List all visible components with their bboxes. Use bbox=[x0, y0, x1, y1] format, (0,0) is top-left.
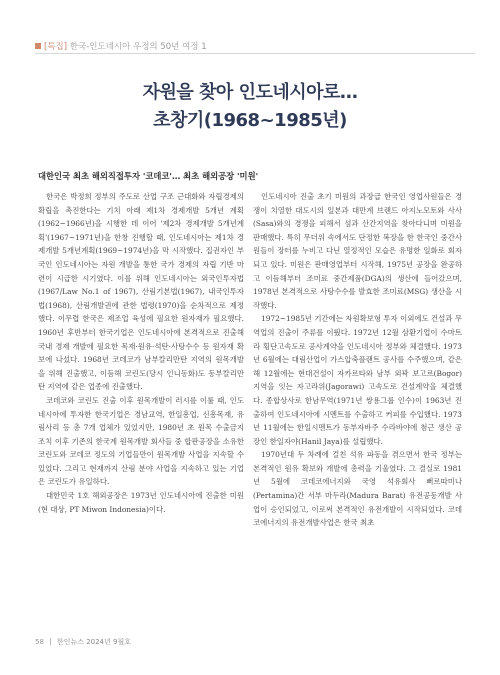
article-title bbox=[0, 82, 500, 132]
section-header bbox=[35, 40, 207, 52]
article-subhead: 대한인국 최초 해외직접투자 '코데코'… 최초 해외공장 '미원' bbox=[38, 171, 259, 181]
footer-divider bbox=[50, 638, 51, 645]
section-tag: [특집] bbox=[44, 42, 68, 52]
article-title-line2: 초창기(1968~1985년) bbox=[153, 110, 347, 131]
left-column bbox=[38, 190, 244, 516]
paragraph: 인도네시아 진출 초기 미원의 과장급 한국인 영업사원들은 경쟁이 치열한 대도시의 일본과 대만계 브랜드 아지노모토와 사사(Sasa)와의 경쟁을 피해서 섬과 산간지역을 찾아다니며 미원을 판매했다. 특히 무더위 속에서도 단정한 복장을 한 한국인 중간사원들이 장터를 누비고 다닌 열정적인 모습은 유명한 일화로 회자되고 있다. 미원은 판매영업부터 시작해, 1975년 공장을 완공하고 이듬해부터 조미료 중간제품(DGA)의 생산에 들어갔으며, 1978년 본격적으로 사탕수수를 발효한 조미료(MSG) 생산을 시작했다. bbox=[253, 192, 462, 310]
section-marker-icon bbox=[35, 43, 41, 49]
page-number: 58 bbox=[35, 638, 44, 646]
paragraph: 1972~1985년 기간에는 자원확보형 투자 이외에도 건설과 무역업의 진출이 주류를 이뤘다. 1972년 12월 삼환기업이 수마트라 횡단고속도로 공사계약을 인도네시아 정부와 체결했다. 1973년 6월에는 대림산업이 가스압축플랜트 공사를 수주했으며, 같은 해 12월에는 현대건설이 자카르타와 남부 외곽 보고르(Bogor) 지역을 잇는 자고라위(Jagorawi) 고속도로 건설계약을 체결했다. 종합상사로 한남무역(1971년 쌍용그룹 인수)이 1963년 진출하여 인도네시아에 시멘트를 수출하고 커피를 수입했다. 1973년 11월에는 한일시멘트가 동부자바주 수라바야에 첨근 생산 공장인 한일자야(Hanil Jaya)를 설립했다. bbox=[253, 314, 462, 446]
paragraph: 코데코와 코린도 진출 이후 원목개발이 러시를 이룰 때, 인도네시아에 투자한 한국기업은 경남교역, 한일흥업, 신흥목재, 유림사리 등 총 7개 업체가 있었지만, 1980년 초 원목 수출금지 조치 이후 기존의 한국계 원목개발 회사들 중 합판공장을 소유한 코린도와 코데코 정도의 기업들만이 원목개발 사업을 지속할 수 있었다. 그리고 현재까지 산림 분야 사업을 지속하고 있는 기업은 코린도가 유일하다. bbox=[38, 395, 244, 487]
page-footer bbox=[35, 637, 131, 647]
paragraph: 한국은 박정희 정부의 주도로 산업 구조 근대화와 자립경제의 확립을 촉진한다는 기치 아래 제1차 경제개발 5개년 계획(1962~1966년)을 시행한 데 이어 '제2차 경제개발 5개년계획'(1967~1971년)을 한창 진행할 때, 인도네시아는 제1차 경제개발 5개년계획(1969~1974년)을 막 시작했다. 집권자인 부국인 인도네시아는 자원 개발을 통한 국가 경제의 자립 기반 마련이 시급한 시기였다. 이를 위해 인도네시아는 외국인투자법(1967/Law No.1 of 1967), 산림기본법(1967), 내국인투자법(1968), 산림개발권에 관한 법령(1970)을 순차적으로 제정했다. 이무렵 한국은 제조업 육성에 필요한 원자재가 필요했다. 1960년 후반부터 한국기업은 인도네시아에 본격적으로 진출해 국내 경제 개발에 필요한 목재·원유·석탄·사탕수수 등 원자재 확보에 나섰다. 1968년 코데코가 남부칼리만탄 지역의 원목개발을 위해 진출했고, 이듬해 코린도(당시 인니동화)도 동부칼리만탄 지역에 같은 업종에 진출했다. bbox=[38, 192, 244, 392]
publication-name: 한인뉴스 2024년 9월호 bbox=[56, 638, 131, 646]
paragraph: 1970년대 두 차례에 걸친 석유 파동을 겪으면서 한국 정부는 본격적인 원유 확보와 개발에 총력을 기울였다. 그 결실로 1981년 5월에 코데코에너지와 국영 석유회사 뻐르따미나(Pertamina)간 서부 마두라(Madura Barat) 유전공동개발 사업이 승인되었고, 이로써 본격적인 유전개발이 시작되었다. 코데코에너지의 유전개발사업은 한국 최초 bbox=[253, 450, 462, 528]
section-title: 한국-인도네시아 우정의 50년 여정 1 bbox=[69, 42, 207, 52]
article-title-line1: 자원을 찾아 인도네시아로… bbox=[142, 82, 358, 103]
header-divider bbox=[35, 53, 475, 54]
paragraph: 대한민국 1호 해외공장은 1973년 인도네시아에 진출한 미원(현 대상, PT Miwon Indonesia)이다. bbox=[38, 491, 244, 514]
right-column bbox=[253, 190, 462, 530]
